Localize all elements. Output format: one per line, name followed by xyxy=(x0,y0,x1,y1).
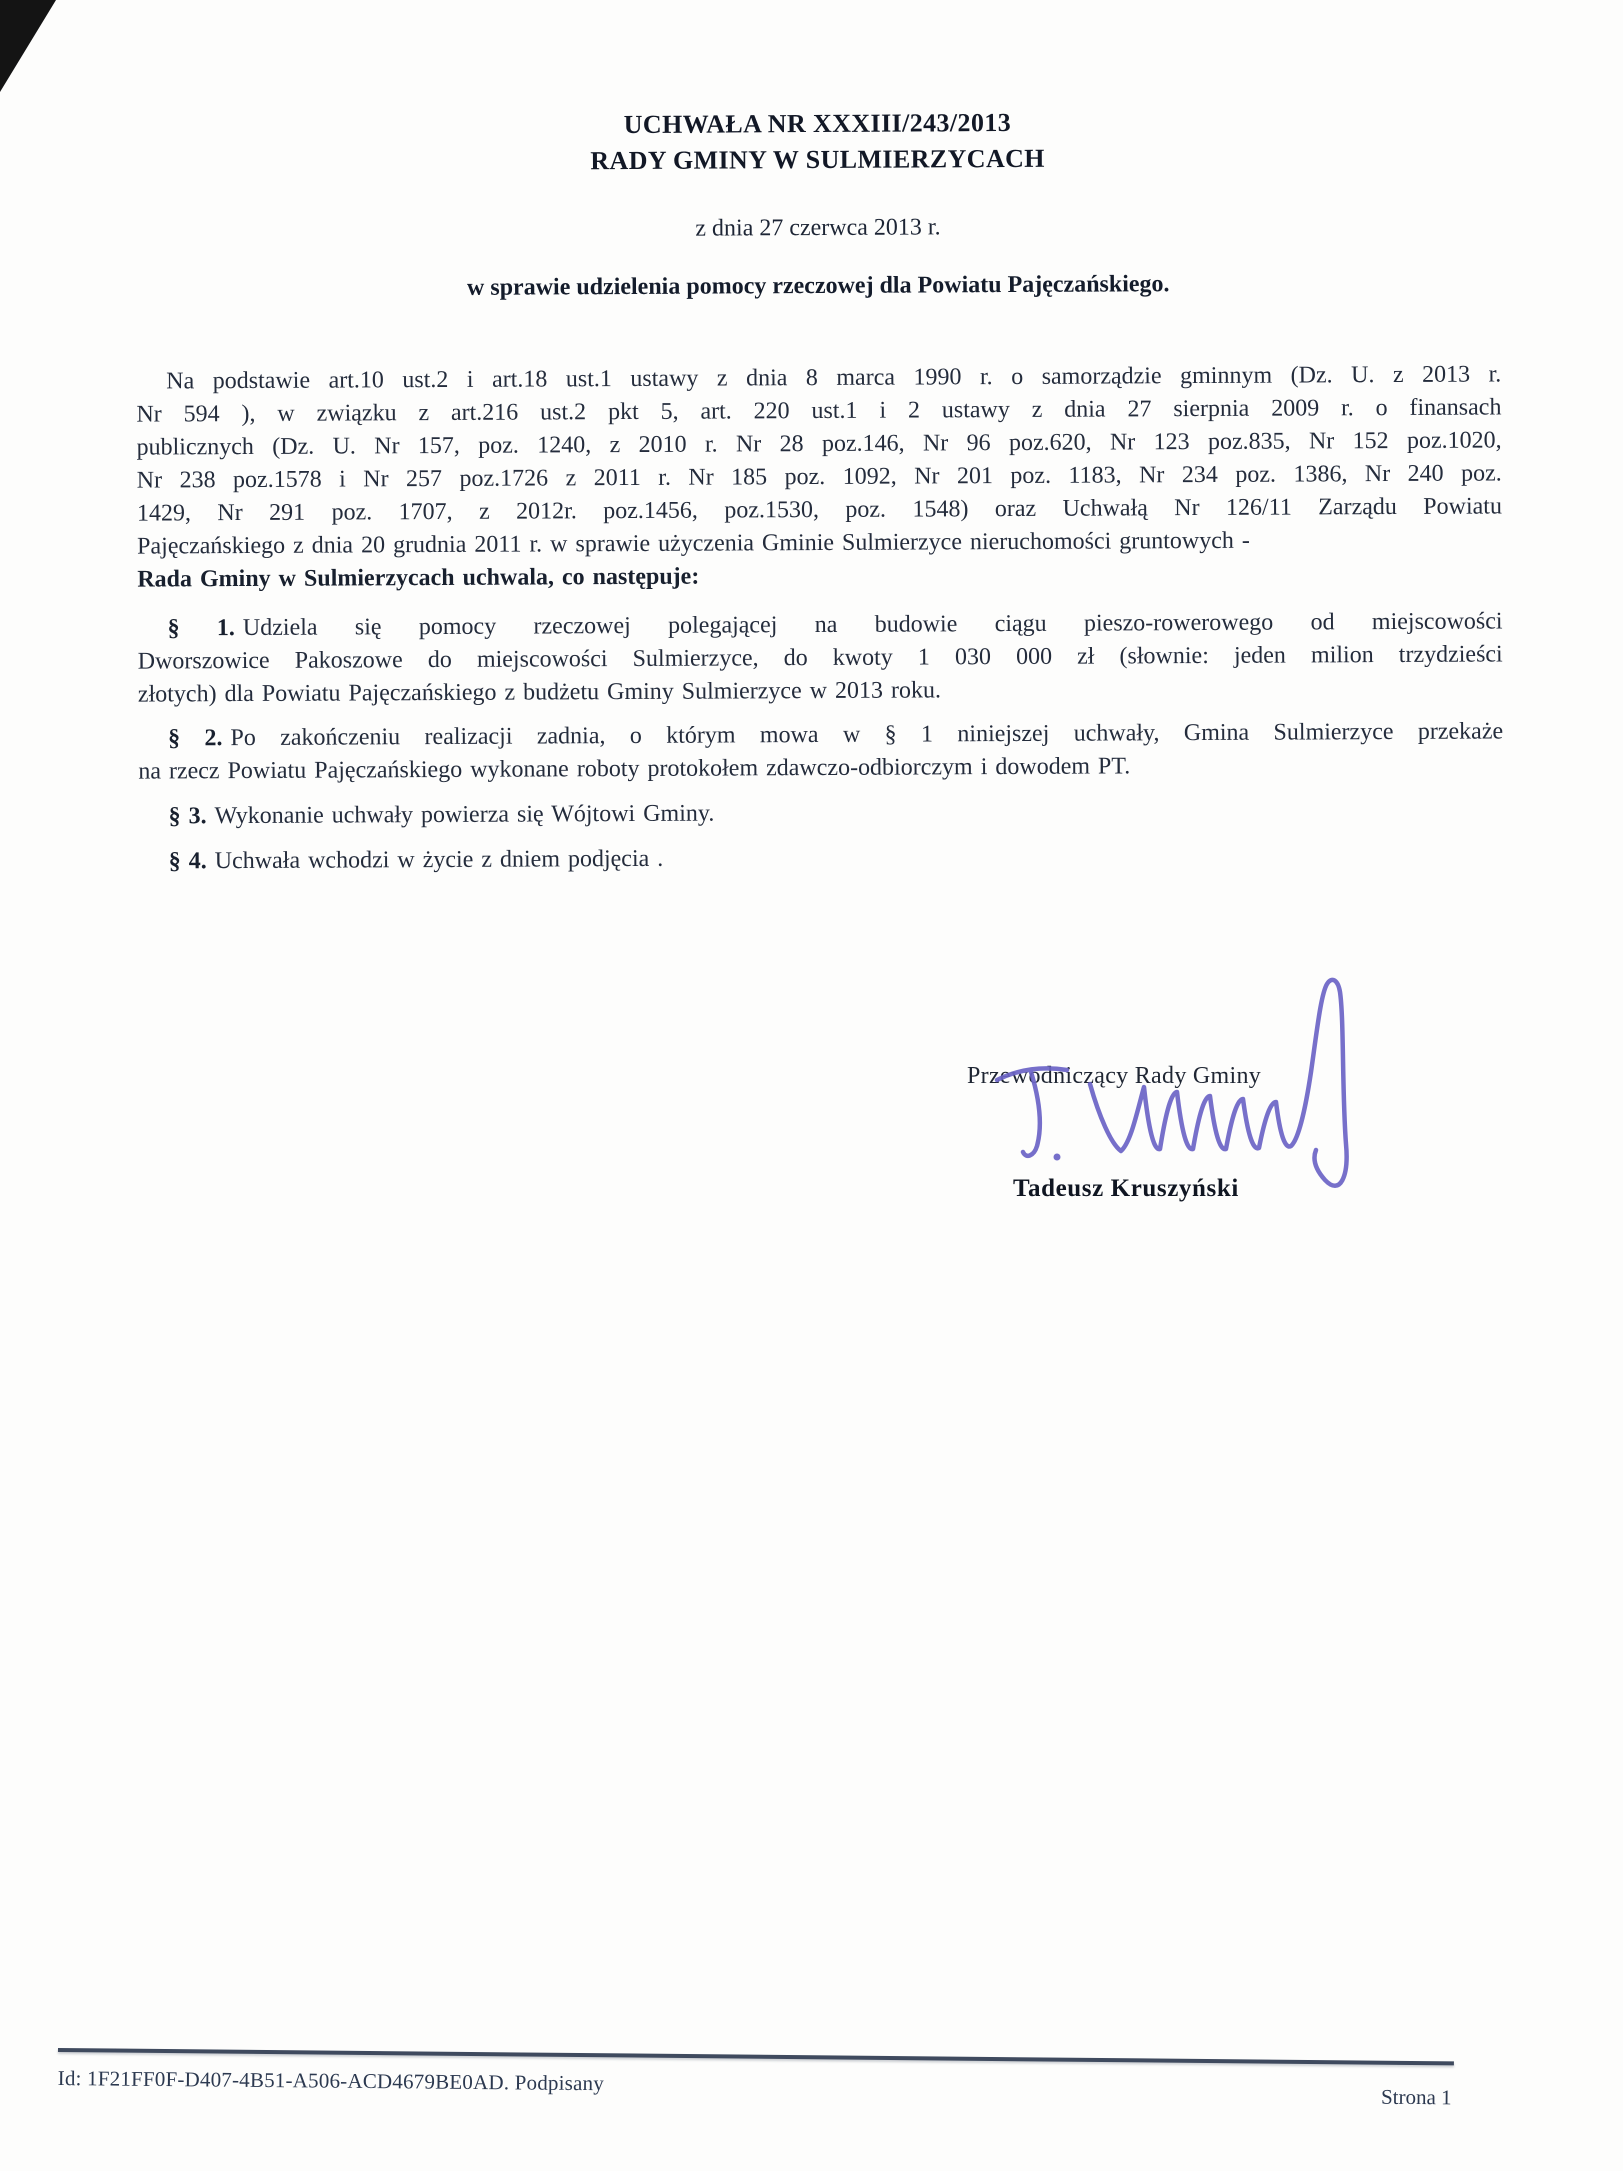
section-paragraph-4 xyxy=(139,838,1504,878)
document-subject: w sprawie udzielenia pomocy rzeczowej dla Powiatu Pajęczańskiego. xyxy=(466,271,1170,301)
preamble-line: Na podstawie art.10 ust.2 i art.18 ust.1 ustawy z dnia 8 marca 1990 r. o samorządzie gminnym (Dz. U. z 2013 r. xyxy=(166,361,1502,395)
preamble-line: publicznych (Dz. U. Nr 157, poz. 1240, z 2010 r. Nr 28 poz.146, Nr 96 poz.620, Nr 123 poz.835, Nr 152 poz.1020, xyxy=(136,427,1502,461)
footer-document-id: Id: 1F21FF0F-D407-4B51-A506-ACD4679BE0AD. Podpisany xyxy=(57,2065,605,2096)
signature-stroke-group xyxy=(997,980,1347,1186)
footer-divider xyxy=(58,2048,1454,2065)
section-line: Dworszowice Pakoszowe do miejscowości Sulmierzyce, do kwoty 1 030 000 zł (słownie: jeden milion trzydzieści xyxy=(137,641,1503,675)
signature-role-label: Przewodniczący Rady Gminy xyxy=(967,1063,1262,1089)
signature-name: Tadeusz Kruszyński xyxy=(1013,1175,1239,1202)
preamble-line: Nr 238 poz.1578 i Nr 257 poz.1726 z 2011 r. Nr 185 poz. 1092, Nr 201 poz. 1183, Nr 234 poz. 1386, Nr 240 poz. xyxy=(136,460,1502,494)
scan-corner-artifact xyxy=(0,0,56,92)
section-text: Uchwała wchodzi w życie z dniem podjęcia . xyxy=(214,845,664,875)
preamble-line: Pajęczańskiego z dnia 20 grudnia 2011 r. w sprawie użyczenia Gminie Sulmierzyce nieruchomości gruntowych - xyxy=(137,527,1250,560)
section-paragraph-2 xyxy=(138,715,1503,788)
preamble-line: 1429, Nr 291 poz. 1707, z 2012r. poz.1456, poz.1530, poz. 1548) oraz Uchwałą Nr 126/11 Zarządu Powiatu xyxy=(136,493,1502,527)
section-line: na rzecz Powiatu Pajęczańskiego wykonane roboty protokołem zdawczo-odbiorczym i dowodem PT. xyxy=(138,753,1131,785)
section-line xyxy=(138,793,1503,833)
document-date: z dnia 27 czerwca 2013 r. xyxy=(695,214,941,242)
resolution-clause: Rada Gminy w Sulmierzycach uchwala, co następuje: xyxy=(137,563,700,593)
section-line: złotych) dla Powiatu Pajęczańskiego z budżetu Gminy Sulmierzyce w 2013 roku. xyxy=(137,677,942,708)
section-marker: § 4. xyxy=(168,848,207,875)
section-marker: § 1. xyxy=(167,615,235,642)
section-text: Wykonanie uchwały powierza się Wójtowi Gminy. xyxy=(214,800,715,830)
document-body xyxy=(134,0,1504,879)
section-text: Po zakończeniu realizacji zadnia, o którym mowa w § 1 niniejszej uchwały, Gmina Sulmierzyce przekaże xyxy=(230,718,1504,752)
document-title-line2: RADY GMINY W SULMIERZYCACH xyxy=(590,143,1045,176)
section-marker: § 3. xyxy=(168,803,207,830)
section-text: Udziela się pomocy rzeczowej polegającej na budowie ciągu pieszo-rowerowego od miejscowości xyxy=(242,608,1503,642)
preamble-line: Nr 594 ), w związku z art.216 ust.2 pkt 5, art. 220 ust.1 i 2 ustawy z dnia 27 sierpnia 2009 r. o finansach xyxy=(136,394,1502,428)
section-line xyxy=(139,838,1504,878)
document-title-line1: UCHWAŁA NR XXXIII/243/2013 xyxy=(623,107,1012,140)
section-paragraph-1 xyxy=(137,605,1502,711)
section-marker: § 2. xyxy=(168,725,223,752)
footer-page-number: Strona 1 xyxy=(1380,2084,1452,2110)
section-paragraph-3 xyxy=(138,793,1503,833)
page-footer xyxy=(57,2048,1454,2110)
preamble-paragraph xyxy=(136,358,1502,596)
